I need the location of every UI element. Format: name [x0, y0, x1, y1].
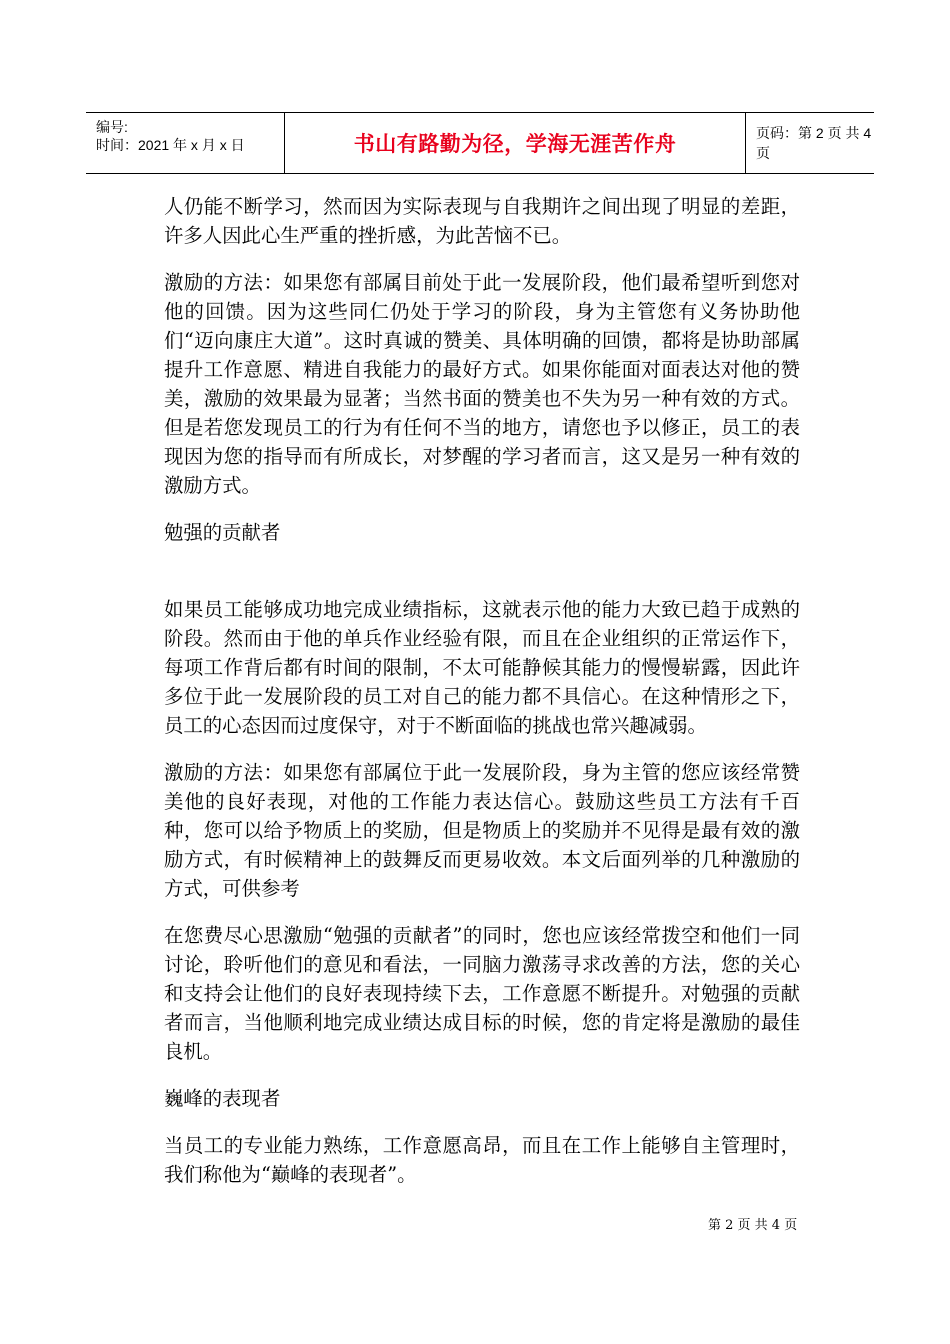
- paragraph: 激励的方法：如果您有部属位于此一发展阶段，身为主管的您应该经常赞美他的良好表现，对他的工作能力表达信心。鼓励这些员工方法有千百种，您可以给予物质上的奖励，但是物质上的奖励并不见得是最有效的激励方式，有时候精神上的鼓舞反而更易收效。本文后面列举的几种激励的方式，可供参考: [164, 761, 800, 900]
- header-left-cell: [86, 113, 284, 173]
- paragraph: 如果员工能够成功地完成业绩指标，这就表示他的能力大致已趋于成熟的阶段。然而由于他的单兵作业经验有限，而且在企业组织的正常运作下，每项工作背后都有时间的限制，不太可能静候其能力的慢慢崭露，因此许多位于此一发展阶段的员工对自己的能力都不具信心。在这种情形之下，员工的心态因而过度保守，对于不断面临的挑战也常兴趣减弱。: [164, 598, 800, 737]
- paragraph: 人仍能不断学习，然而因为实际表现与自我期许之间出现了明显的差距，许多人因此心生严重的挫折感，为此苦恼不已。: [164, 195, 800, 247]
- document-time-label: 时间：2021 年 x 月 x 日: [96, 137, 245, 153]
- section-heading: 巍峰的表现者: [164, 1087, 281, 1110]
- header-motto: 书山有路勤为径，学海无涯苦作舟: [284, 113, 746, 173]
- paragraph: 在您费尽心思激励“勉强的贡献者”的同时，您也应该经常拨空和他们一同讨论，聆听他们的意见和看法，一同脑力激荡寻求改善的方法，您的关心和支持会让他们的良好表现持续下去，工作意愿不断提升。对勉强的贡献者而言，当他顺利地完成业绩达成目标的时候，您的肯定将是激励的最佳良机。: [164, 924, 800, 1063]
- section-heading: 勉强的贡献者: [164, 521, 281, 544]
- page-footer: 第 2 页 共 4 页: [708, 1218, 798, 1233]
- header-page-cell: [746, 113, 874, 173]
- paragraph: 当员工的专业能力熟练，工作意愿高昂，而且在工作上能够自主管理时，我们称他为“巅峰的表现者”。: [164, 1134, 800, 1186]
- document-body: [164, 192, 800, 1189]
- document-number-label: 编号:: [96, 119, 128, 135]
- header-page-label: 页码：第 2 页 共 4 页: [756, 125, 872, 161]
- paragraph: 激励的方法：如果您有部属目前处于此一发展阶段，他们最希望听到您对他的回馈。因为这些同仁仍处于学习的阶段，身为主管您有义务协助他们“迈向康庄大道”。这时真诚的赞美、具体明确的回馈，都将是协助部属提升工作意愿、精进自我能力的最好方式。如果你能面对面表达对他的赞美，激励的效果最为显著；当然书面的赞美也不失为另一种有效的方式。但是若您发现员工的行为有任何不当的地方，请您也予以修正，员工的表现因为您的指导而有所成长，对梦醒的学习者而言，这又是另一种有效的激励方式。: [164, 271, 800, 497]
- page-header: [86, 112, 874, 174]
